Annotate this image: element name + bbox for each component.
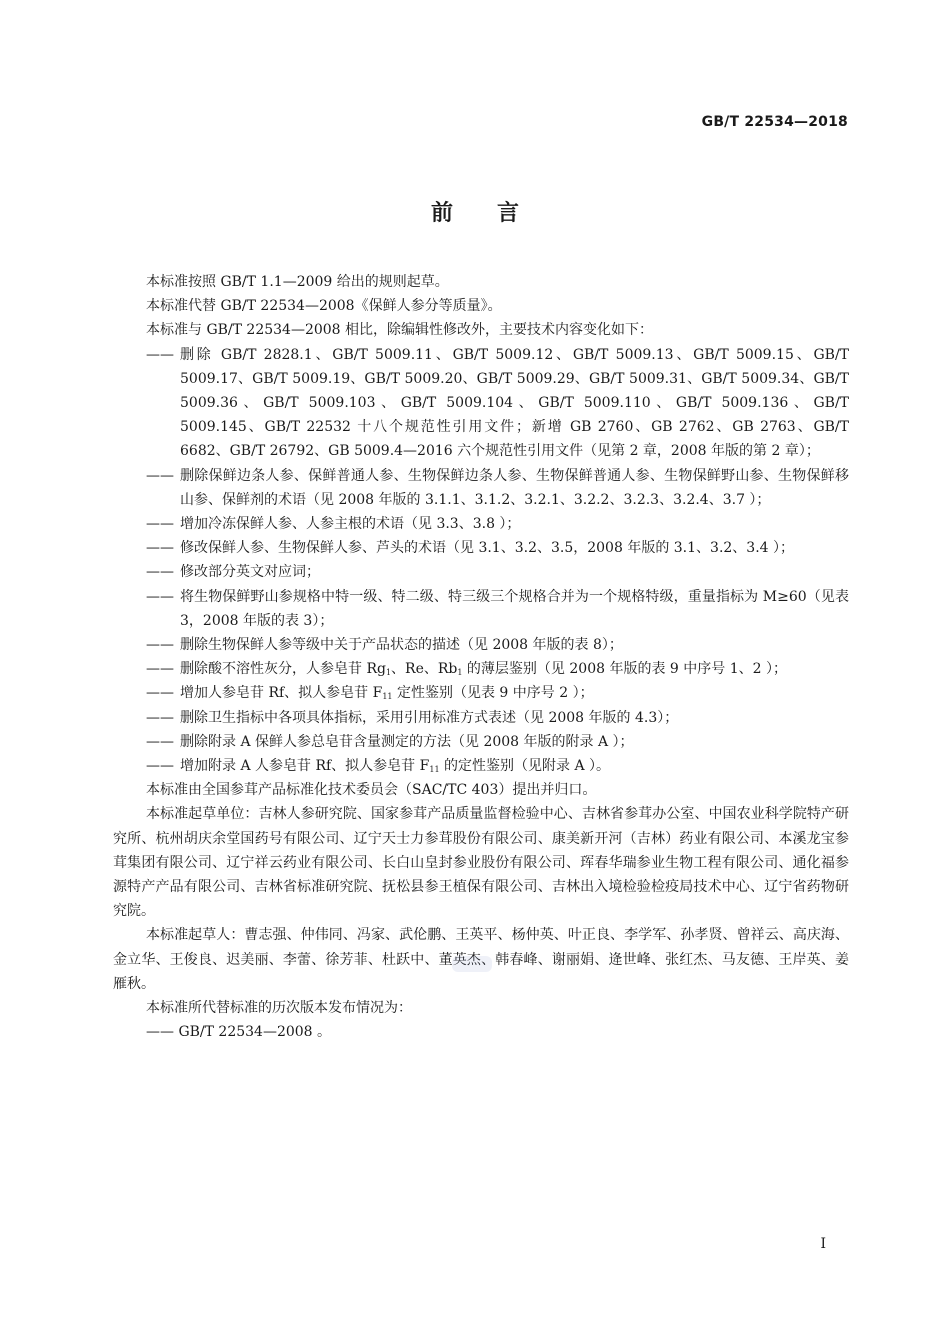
paragraph-history-item: —— GB/T 22534—2008 。 [146, 1024, 332, 1041]
dash: —— [146, 516, 174, 533]
list-item-text: 删除 GB/T 2828.1、GB/T 5009.11、GB/T 5009.12、GB/T 5009.13、GB/T 5009.15、GB/T 5009.17、GB/T 5009.19、GB/T 5009.20、GB/T 5009.29、GB/T 5009.31、GB/T 5009.34、GB/T 5009.36、GB/T 5009.103、GB/T 5009.104、GB/T 5009.110、GB/T 5009.136、GB/T 5009.145、GB/T 22532 十八个规范性引用文件；新增 GB 2760、GB 2762、GB 2763、GB/T 6682、GB/T 26792、GB 5009.4—2016 六个规范性引用文件（见第 2 章，2008 年版的第 2 章）； [180, 346, 849, 460]
list-item-text: 增加人参皂苷 Rf、拟人参皂苷 F [180, 685, 383, 702]
list-item [113, 512, 849, 536]
dash: —— [146, 588, 174, 605]
dash: —— [146, 637, 174, 654]
paragraph-drafting-units: 本标准起草单位：吉林人参研究院、国家参茸产品质量监督检验中心、吉林省参茸办公室、中国农业科学院特产研究所、杭州胡庆余堂国药号有限公司、辽宁天士力参茸股份有限公司、康美新开河（吉林）药业有限公司、本溪龙宝参茸集团有限公司、辽宁祥云药业有限公司、长白山皇封参业股份有限公司、珲春华瑞参业生物工程有限公司、通化福参源特产产品有限公司、吉林省标准研究院、抚松县参王植保有限公司、吉林出入境检验检疫局技术中心、辽宁省药物研究院。 [113, 806, 849, 920]
list-item-text: 增加附录 A 人参皂苷 Rf、拟人参皂苷 F [180, 758, 430, 775]
standard-code: GB/T 22534—2018 [701, 114, 848, 130]
list-item [113, 585, 849, 633]
list-item [113, 754, 849, 778]
subscript: 1 [385, 668, 392, 678]
list-item [113, 560, 849, 584]
paragraph-history-intro: 本标准所代替标准的历次版本发布情况为： [146, 1000, 412, 1017]
list-item-text: 将生物保鲜野山参规格中特一级、特二级、特三级三个规格合并为一个规格特级，重量指标为 M≥60（见表 3，2008 年版的表 3）； [180, 588, 849, 629]
dash: —— [146, 564, 174, 581]
list-item-text: 定性鉴别（见表 9 中序号 2 ）； [392, 685, 594, 702]
list-item [113, 536, 849, 560]
list-item-text: 的薄层鉴别（见 2008 年版的表 9 中序号 1、2 ）； [462, 661, 787, 678]
subscript: 11 [429, 765, 440, 775]
list-item-text: 删除保鲜边条人参、保鲜普通人参、生物保鲜边条人参、生物保鲜普通人参、生物保鲜野山参、生物保鲜移山参、保鲜剂的术语（见 2008 年版的 3.1.1、3.1.2、3.2.1、3.2.2、3.2.3、3.2.4、3.7 ）； [180, 467, 849, 508]
list-item-text: 删除卫生指标中各项具体指标，采用引用标准方式表述（见 2008 年版的 4.3）； [180, 709, 679, 726]
list-item [113, 706, 849, 730]
dash: —— [146, 733, 174, 750]
list-item-text: 、Re、Rb [391, 661, 458, 678]
paragraph-changes-intro: 本标准与 GB/T 22534—2008 相比，除编辑性修改外，主要技术内容变化如下： [146, 322, 654, 339]
list-item [113, 730, 849, 754]
dash: —— [146, 661, 174, 678]
list-item-text: 删除酸不溶性灰分，人参皂苷 Rg [180, 661, 386, 678]
list-item [113, 657, 849, 681]
dash: —— [146, 540, 174, 557]
list-item [113, 681, 849, 705]
page-title: 前言 [430, 201, 563, 226]
list-item-text: 修改保鲜人参、生物保鲜人参、芦头的术语（见 3.1、3.2、3.5，2008 年版的 3.1、3.2、3.4 ）； [180, 540, 795, 557]
faint-stamp-mark [452, 956, 492, 972]
document-body [113, 270, 849, 1045]
dash: —— [146, 758, 174, 775]
list-item-text: 修改部分英文对应词； [180, 564, 320, 581]
dash: —— [146, 346, 174, 363]
dash: —— [146, 467, 174, 484]
list-item [113, 343, 849, 464]
dash: —— [146, 685, 174, 702]
list-item [113, 633, 849, 657]
list-item-text: 的定性鉴别（见附录 A ）。 [439, 758, 611, 775]
paragraph-drafting-rules: 本标准按照 GB/T 1.1—2009 给出的规则起草。 [146, 274, 449, 290]
list-item-text: 增加冷冻保鲜人参、人参主根的术语（见 3.3、3.8 ）； [180, 516, 521, 533]
list-item-text: 删除附录 A 保鲜人参总皂苷含量测定的方法（见 2008 年版的附录 A ）； [180, 733, 634, 750]
list-item [113, 464, 849, 512]
paragraph-replaces: 本标准代替 GB/T 22534—2008《保鲜人参分等质量》。 [146, 298, 502, 315]
page-number: I [820, 1236, 826, 1252]
subscript: 1 [457, 668, 463, 678]
list-item-text: 删除生物保鲜人参等级中关于产品状态的描述（见 2008 年版的表 8）； [180, 637, 623, 654]
paragraph-drafters: 本标准起草人：曹志强、仲伟同、冯家、武伦鹏、王英平、杨仲英、叶正良、李学军、孙孝贤、曾祥云、高庆海、金立华、王俊良、迟美丽、李蕾、徐芳菲、杜跃中、董英杰、韩春峰、谢丽娟、逄世峰、张红杰、马友德、王岸英、姜雁秋。 [113, 927, 849, 992]
subscript: 11 [382, 692, 393, 702]
paragraph-proposer: 本标准由全国参茸产品标准化技术委员会（SAC/TC 403）提出并归口。 [146, 782, 597, 799]
dash: —— [146, 709, 174, 726]
